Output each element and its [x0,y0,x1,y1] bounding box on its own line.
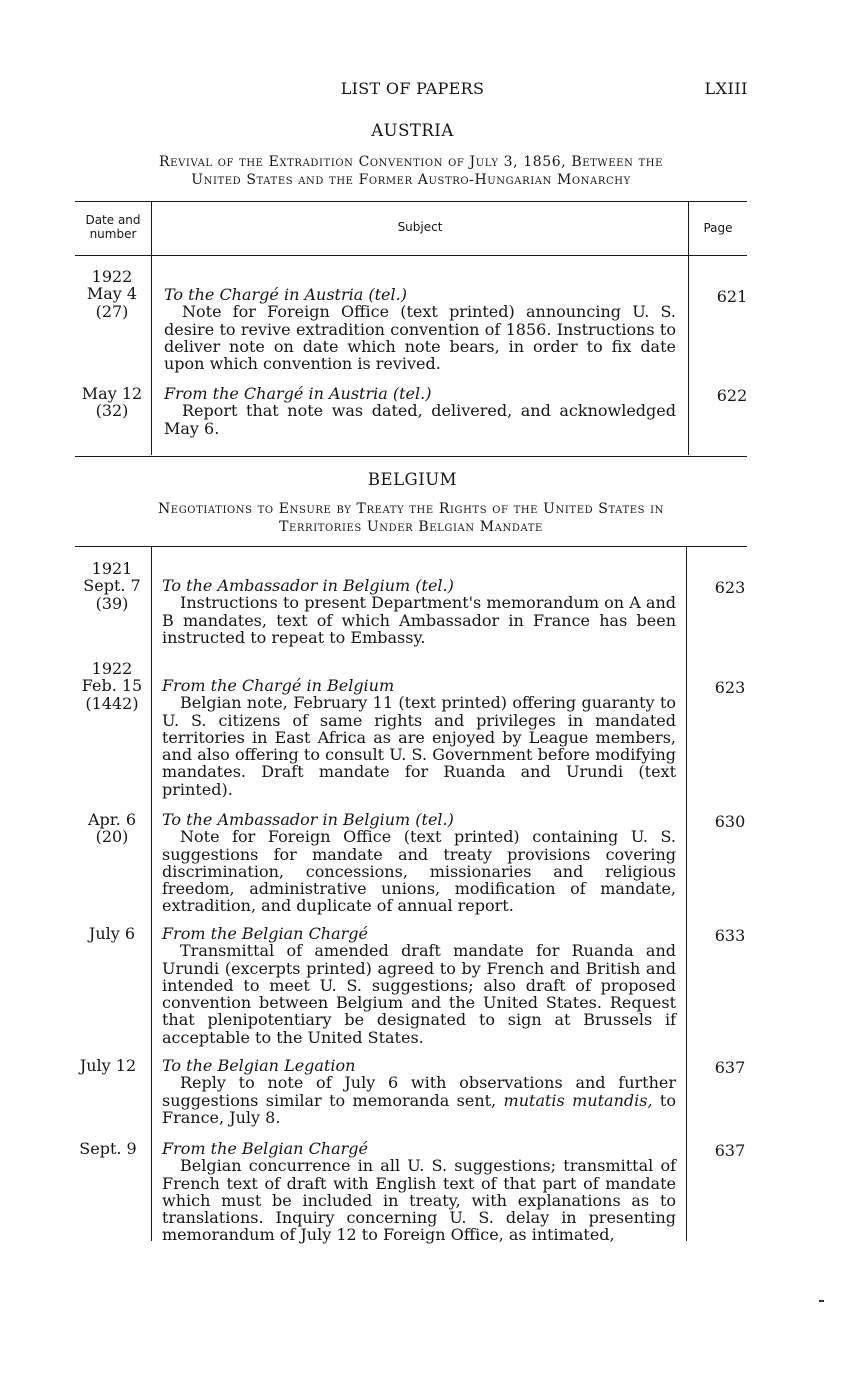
date-cell [73,925,151,942]
entry-heading: To the Chargé in Austria (tel.) [164,285,407,304]
section-title-austria: AUSTRIA [371,121,454,140]
list-item [162,925,676,1046]
austria-subtitle [75,153,747,189]
belgium-subtitle [75,500,747,536]
belgium-subtitle-line2: Territories Under Belgian Mandate [279,519,543,535]
header-subject: Subject [397,220,443,234]
entry-date: Sept. 7 [83,576,141,596]
entry-page: 633 [714,926,746,945]
running-head-title: LIST OF PAPERS [340,79,485,98]
austria-subtitle-line1: Revival of the Extradition Convention of July 3, 1856, Between the [159,154,663,170]
running-head [0,79,850,99]
list-item [162,677,676,798]
austria-column-divider-right [688,201,689,455]
entry-page: 630 [714,812,746,831]
entry-date: Apr. 6 [87,810,137,829]
entry-page: 622 [716,386,748,405]
entry-date: May 4 [86,284,138,304]
belgium-subtitle-line1: Negotiations to Ensure by Treaty the Rights of the United States in [157,501,665,517]
entry-date: July 6 [88,924,136,943]
entry-text [162,1074,676,1126]
list-item [162,811,676,915]
list-item [162,577,676,646]
entry-text-italic: mutatis mutandis, [503,1090,653,1110]
entry-heading: To the Ambassador in Belgium (tel.) [162,576,454,595]
date-cell [73,811,151,846]
entry-text: Belgian concurrence in all U. S. suggestions; transmittal of French text of draft with English text of that part of mandate which must be included in treaty, with explanations as to translations. Inquiry concerning U. S. delay in presenting memorandum of July 12 to Foreign Office, as intimated, [162,1156,676,1245]
entry-date: Feb. 15 [81,676,143,696]
belgium-column-divider-right [686,546,687,1241]
entry-heading: From the Chargé in Belgium [162,676,395,695]
date-cell [65,1057,151,1074]
entry-text-before: Reply to note of July 6 with observations and further suggestions similar to memoranda sent, [162,1073,676,1110]
entry-date: May 12 [81,384,143,403]
table-header-rule [75,255,747,256]
entry-text: Instructions to present Department's memorandum on A and B mandates, text of which Ambassador in France has been instructed to repeat to Embassy. [162,593,676,647]
entry-year: 1922 [91,659,133,678]
date-cell [73,268,151,320]
entry-page: 637 [714,1058,746,1077]
entry-text-after: to France, July 8. [162,1090,676,1127]
entry-year: 1921 [91,559,133,578]
belgium-table-top-rule [75,546,747,547]
entry-heading: To the Belgian Legation [162,1056,356,1075]
list-item [162,1140,676,1244]
entry-number: (39) [95,593,129,613]
page-number: LXIII [704,79,748,98]
entry-page: 623 [714,578,746,597]
entry-heading: To the Ambassador in Belgium (tel.) [162,810,454,829]
entry-text: Report that note was dated, delivered, and acknowledged May 6. [164,401,676,438]
entry-year: 1922 [91,267,133,286]
table-bottom-rule [75,456,747,457]
entry-text: Note for Foreign Office (text printed) containing U. S. suggestions for mandate and treaty provisions covering discrimination, concessions, missionaries and religious freedom, administrative unions, modification of mandate, extradition, and duplicate of annual report. [162,827,676,916]
list-item [162,1057,676,1126]
entry-text: Transmittal of amended draft mandate for Ruanda and Urundi (excerpts printed) agreed to by French and British and intended to meet U. S. suggestions; also draft of proposed convention between Belgium and the United States. Request that plenipotentiary be designated to sign at Brussels if acceptable to the United States. [162,941,676,1047]
entry-page: 637 [714,1141,746,1160]
entry-number: (1442) [85,693,139,713]
list-item [164,385,676,437]
belgium-column-divider-left [151,546,152,1241]
austria-subtitle-line2: United States and the Former Austro-Hungarian Monarchy [191,172,631,188]
austria-column-divider-left [151,201,152,455]
date-cell [65,1140,151,1157]
entry-number: (27) [95,301,129,321]
entry-date: July 12 [79,1056,137,1075]
entry-number: (32) [95,401,129,421]
entry-heading: From the Belgian Chargé [162,1139,369,1158]
entry-page: 623 [714,678,746,697]
entry-heading: From the Chargé in Austria (tel.) [164,384,432,403]
entry-heading: From the Belgian Chargé [162,924,369,943]
entry-number: (20) [95,827,129,847]
table-top-rule [75,201,747,202]
entry-text: Note for Foreign Office (text printed) announcing U. S. desire to revive extradition convention of 1856. Instructions to deliver note on date which note bears, in order to fix date upon which convention is revived. [164,302,676,374]
header-page: Page [703,221,733,235]
date-cell [73,385,151,420]
section-title-belgium: BELGIUM [367,470,458,489]
date-cell [73,560,151,612]
entry-date: Sept. 9 [79,1139,137,1158]
list-item [164,286,676,372]
header-date-and-number: Date and number [85,213,141,241]
date-cell [73,660,151,712]
entry-text: Belgian note, February 11 (text printed) offering guaranty to U. S. citizens of same rights and privileges in mandated territories in East Africa as are enjoyed by League members, and also offering to consult U. S. Government before modifying mandates. Draft mandate for Ruanda and Urundi (text printed). [162,693,676,799]
entry-page: 621 [716,287,748,306]
stray-mark [819,1300,824,1302]
